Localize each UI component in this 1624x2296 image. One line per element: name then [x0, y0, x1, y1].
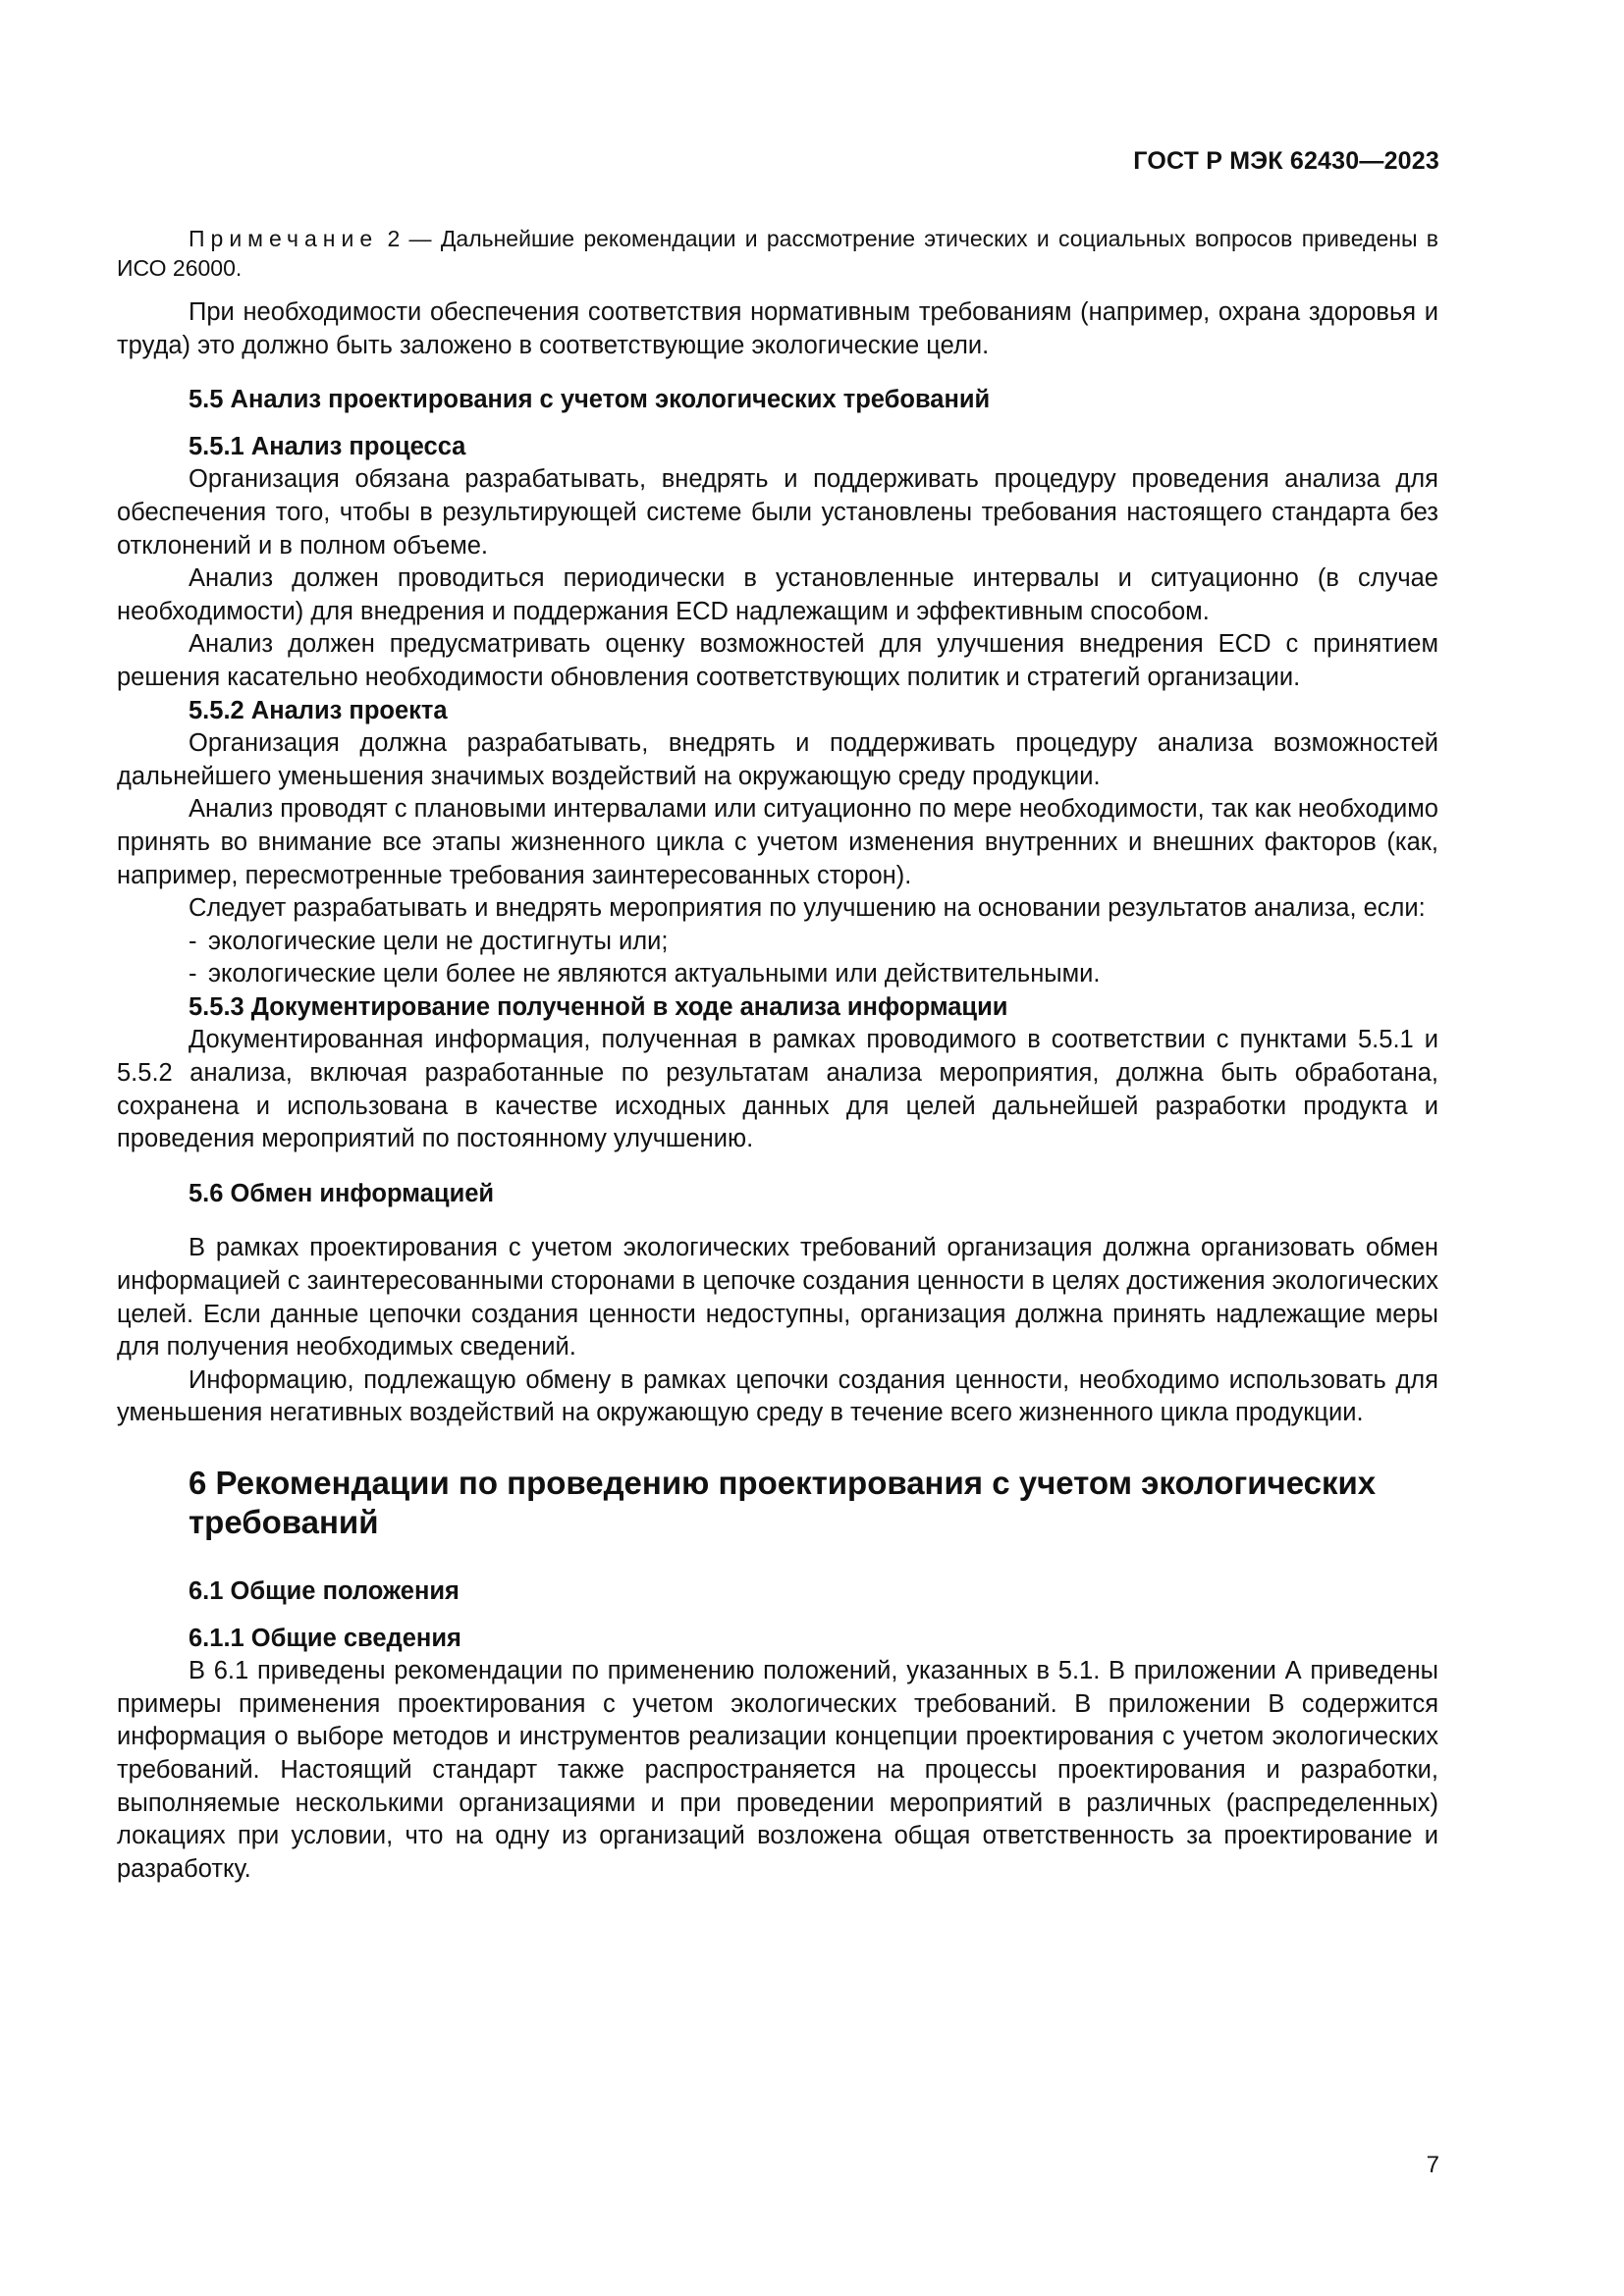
note-paragraph [117, 224, 1438, 283]
page-content [117, 224, 1438, 1886]
section-6-1-1-title: 6.1.1 Общие сведения [189, 1624, 461, 1652]
list-item: - экологические цели не достигнуты или; [189, 927, 669, 955]
note-text: 2 — Дальнейшие рекомендации и рассмотрение этических и социальных вопросов приведены в ИСО 26000. [117, 226, 1438, 281]
section-5-6-title: 5.6 Обмен информацией [189, 1179, 495, 1207]
document-header: ГОСТ Р МЭК 62430—2023 [1133, 147, 1439, 175]
section-5-5-2-paragraph-1: Организация должна разрабатывать, внедрять и поддерживать процедуру анализа возможностей дальнейшего уменьшения значимых воздействий на окружающую среду продукции. [117, 729, 1438, 790]
section-5-5-1-paragraph-3: Анализ должен предусматривать оценку возможностей для улучшения внедрения ECD с принятием решения касательно необходимости обновления соответствующих политик и стратегий организации. [117, 630, 1438, 691]
section-6-1-1-paragraph-1: В 6.1 приведены рекомендации по применению положений, указанных в 5.1. В приложении А приведены примеры применения проектирования с учетом экологических требований. В приложении В содержится информация о выборе методов и инструментов реализации концепции проектирования с учетом экологических требований. Настоящий стандарт также распространяется на процессы проектирования и разработки, выполняемые несколькими организациями и при проведении мероприятий в различных (распределенных) локациях при условии, что на одну из организаций возложена общая ответственность за проектирование и разработку. [117, 1657, 1438, 1883]
section-5-6-paragraph-2: Информацию, подлежащую обмену в рамках цепочки создания ценности, необходимо использовать для уменьшения негативных воздействий на окружающую среду в течение всего жизненного цикла продукции. [117, 1365, 1438, 1427]
list-item-text: экологические цели более не являются актуальными или действительными. [208, 960, 1101, 988]
section-6-title-line-1: 6 Рекомендации по проведению проектирования с учетом экологических [189, 1465, 1377, 1501]
section-5-6-paragraph-1: В рамках проектирования с учетом экологических требований организация должна организовать обмен информацией с заинтересованными сторонами в цепочке создания ценности в целях достижения экологических целей. Если данные цепочки создания ценности недоступны, организация должна принять надлежащие меры для получения необходимых сведений. [117, 1234, 1438, 1362]
intro-paragraph: При необходимости обеспечения соответствия нормативным требованиям (например, охрана здоровья и труда) это должно быть заложено в соответствующие экологические цели. [117, 298, 1438, 359]
section-6-1-title: 6.1 Общие положения [189, 1577, 460, 1605]
section-5-5-1-paragraph-2: Анализ должен проводиться периодически в установленные интервалы и ситуационно (в случае необходимости) для внедрения и поддержания ECD надлежащим и эффективным способом. [117, 564, 1438, 625]
section-5-5-3-title: 5.5.3 Документирование полученной в ходе анализа информации [189, 992, 1008, 1021]
page-number: 7 [1426, 2152, 1439, 2178]
section-5-5-1-paragraph-1: Организация обязана разрабатывать, внедрять и поддерживать процедуру проведения анализа для обеспечения того, чтобы в результирующей системе были установлены требования настоящего стандарта без отклонений и в полном объеме. [117, 465, 1438, 560]
section-5-5-3-paragraph-1: Документированная информация, полученная в рамках проводимого в соответствии с пунктами 5.5.1 и 5.5.2 анализа, включая разработанные по результатам анализа мероприятия, должна быть обработана, сохранена и использована в качестве исходных данных для целей дальнейшей разработки продукта и проведения мероприятий по постоянному улучшению. [117, 1026, 1438, 1153]
section-5-5-2-paragraph-3: Следует разрабатывать и внедрять мероприятия по улучшению на основании результатов анализа, если: [189, 894, 1426, 923]
note-label: Примечание [189, 226, 379, 251]
section-6-title [117, 1464, 1438, 1542]
list-item-text: экологические цели не достигнуты или; [208, 927, 669, 955]
section-5-5-2-paragraph-2: Анализ проводят с плановыми интервалами или ситуационно по мере необходимости, так как необходимо принять во внимание все этапы жизненного цикла с учетом изменения внутренних и внешних факторов (как, например, пересмотренные требования заинтересованных сторон). [117, 795, 1438, 889]
section-6-title-line-2: требований [189, 1504, 379, 1540]
section-5-5-2-title: 5.5.2 Анализ проекта [189, 696, 448, 724]
section-5-5-title: 5.5 Анализ проектирования с учетом экологических требований [189, 386, 991, 414]
list-item: - экологические цели более не являются актуальными или действительными. [189, 960, 1101, 988]
section-5-5-1-title: 5.5.1 Анализ процесса [189, 432, 466, 460]
